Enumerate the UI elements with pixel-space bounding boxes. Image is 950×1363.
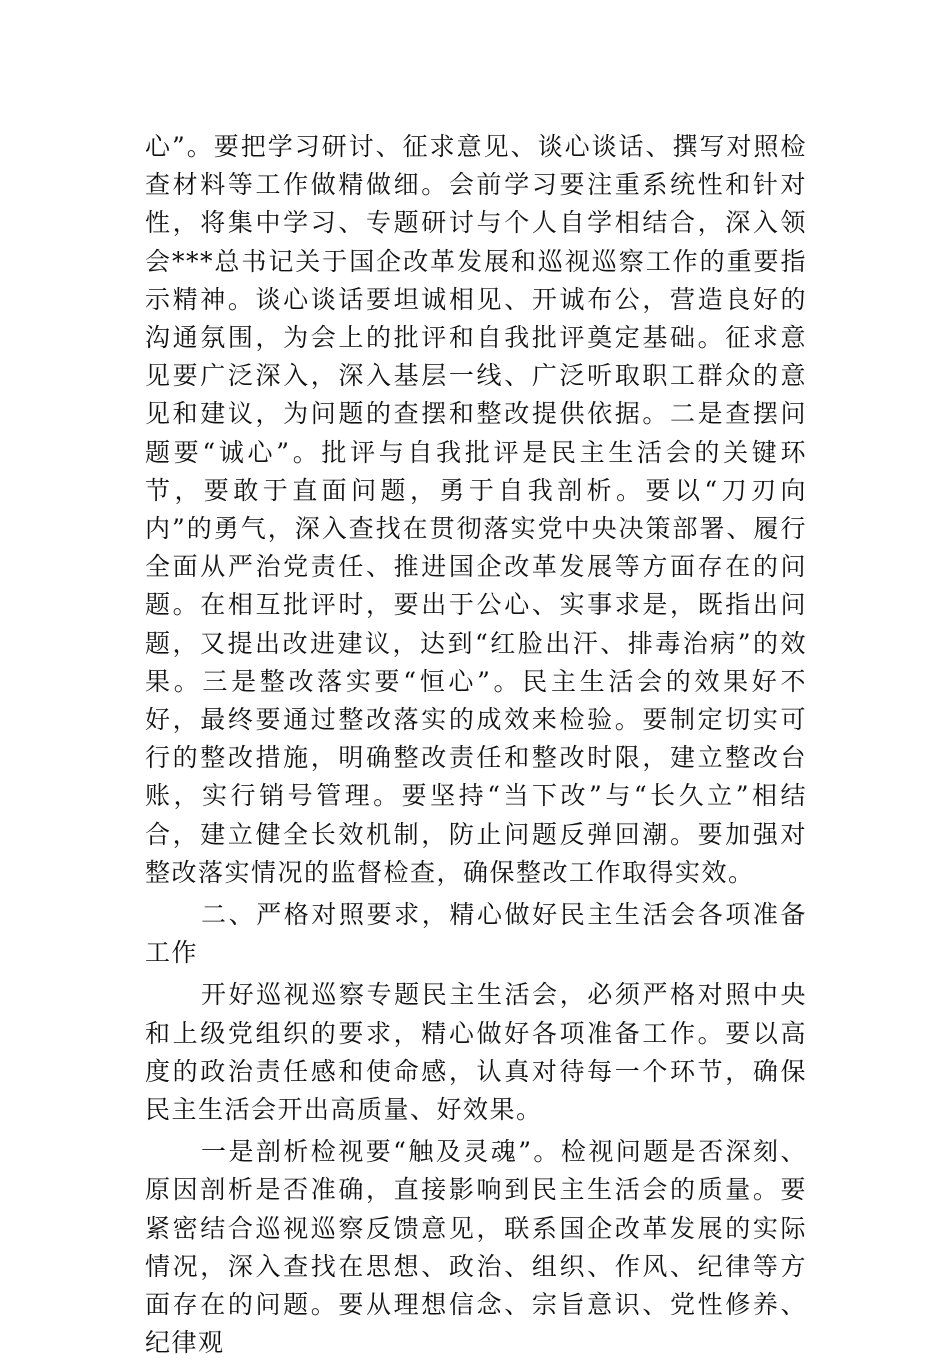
document-body	[145, 128, 807, 1363]
paragraph-item-one: 一是剖析检视要“触及灵魂”。检视问题是否深刻、原因剖析是否准确，直接影响到民主生活会的质量。要紧密结合巡视巡察反馈意见，联系国企改革发展的实际情况，深入查找在思想、政治、组织、作风、纪律等方面存在的问题。要从理想信念、宗旨意识、党性修养、纪律观	[145, 1137, 807, 1358]
paragraph-intro: 开好巡视巡察专题民主生活会，必须严格对照中央和上级党组织的要求，精心做好各项准备工作。要以高度的政治责任感和使命感，认真对待每一个环节，确保民主生活会开出高质量、好效果。	[145, 980, 807, 1125]
paragraph-continuation: 心”。要把学习研讨、征求意见、谈心谈话、撰写对照检查材料等工作做精做细。会前学习要注重系统性和针对性，将集中学习、专题研讨与个人自学相结合，深入领会***总书记关于国企改革发展和巡视巡察工作的重要指示精神。谈心谈话要坦诚相见、开诚布公，营造良好的沟通氛围，为会上的批评和自我批评奠定基础。征求意见要广泛深入，深入基层一线、广泛听取职工群众的意见和建议，为问题的查摆和整改提供依据。二是查摆问题要“诚心”。批评与自我批评是民主生活会的关键环节，要敢于直面问题，勇于自我剖析。要以“刀刃向内”的勇气，深入查找在贯彻落实党中央决策部署、履行全面从严治党责任、推进国企改革发展等方面存在的问题。在相互批评时，要出于公心、实事求是，既指出问题，又提出改进建议，达到“红脸出汗、排毒治病”的效果。三是整改落实要“恒心”。民主生活会的效果好不好，最终要通过整改落实的成效来检验。要制定切实可行的整改措施，明确整改责任和整改时限，建立整改台账，实行销号管理。要坚持“当下改”与“长久立”相结合，建立健全长效机制，防止问题反弹回潮。要加强对整改落实情况的监督检查，确保整改工作取得实效。	[145, 132, 807, 887]
section-heading: 二、严格对照要求，精心做好民主生活会各项准备工作	[145, 900, 807, 968]
